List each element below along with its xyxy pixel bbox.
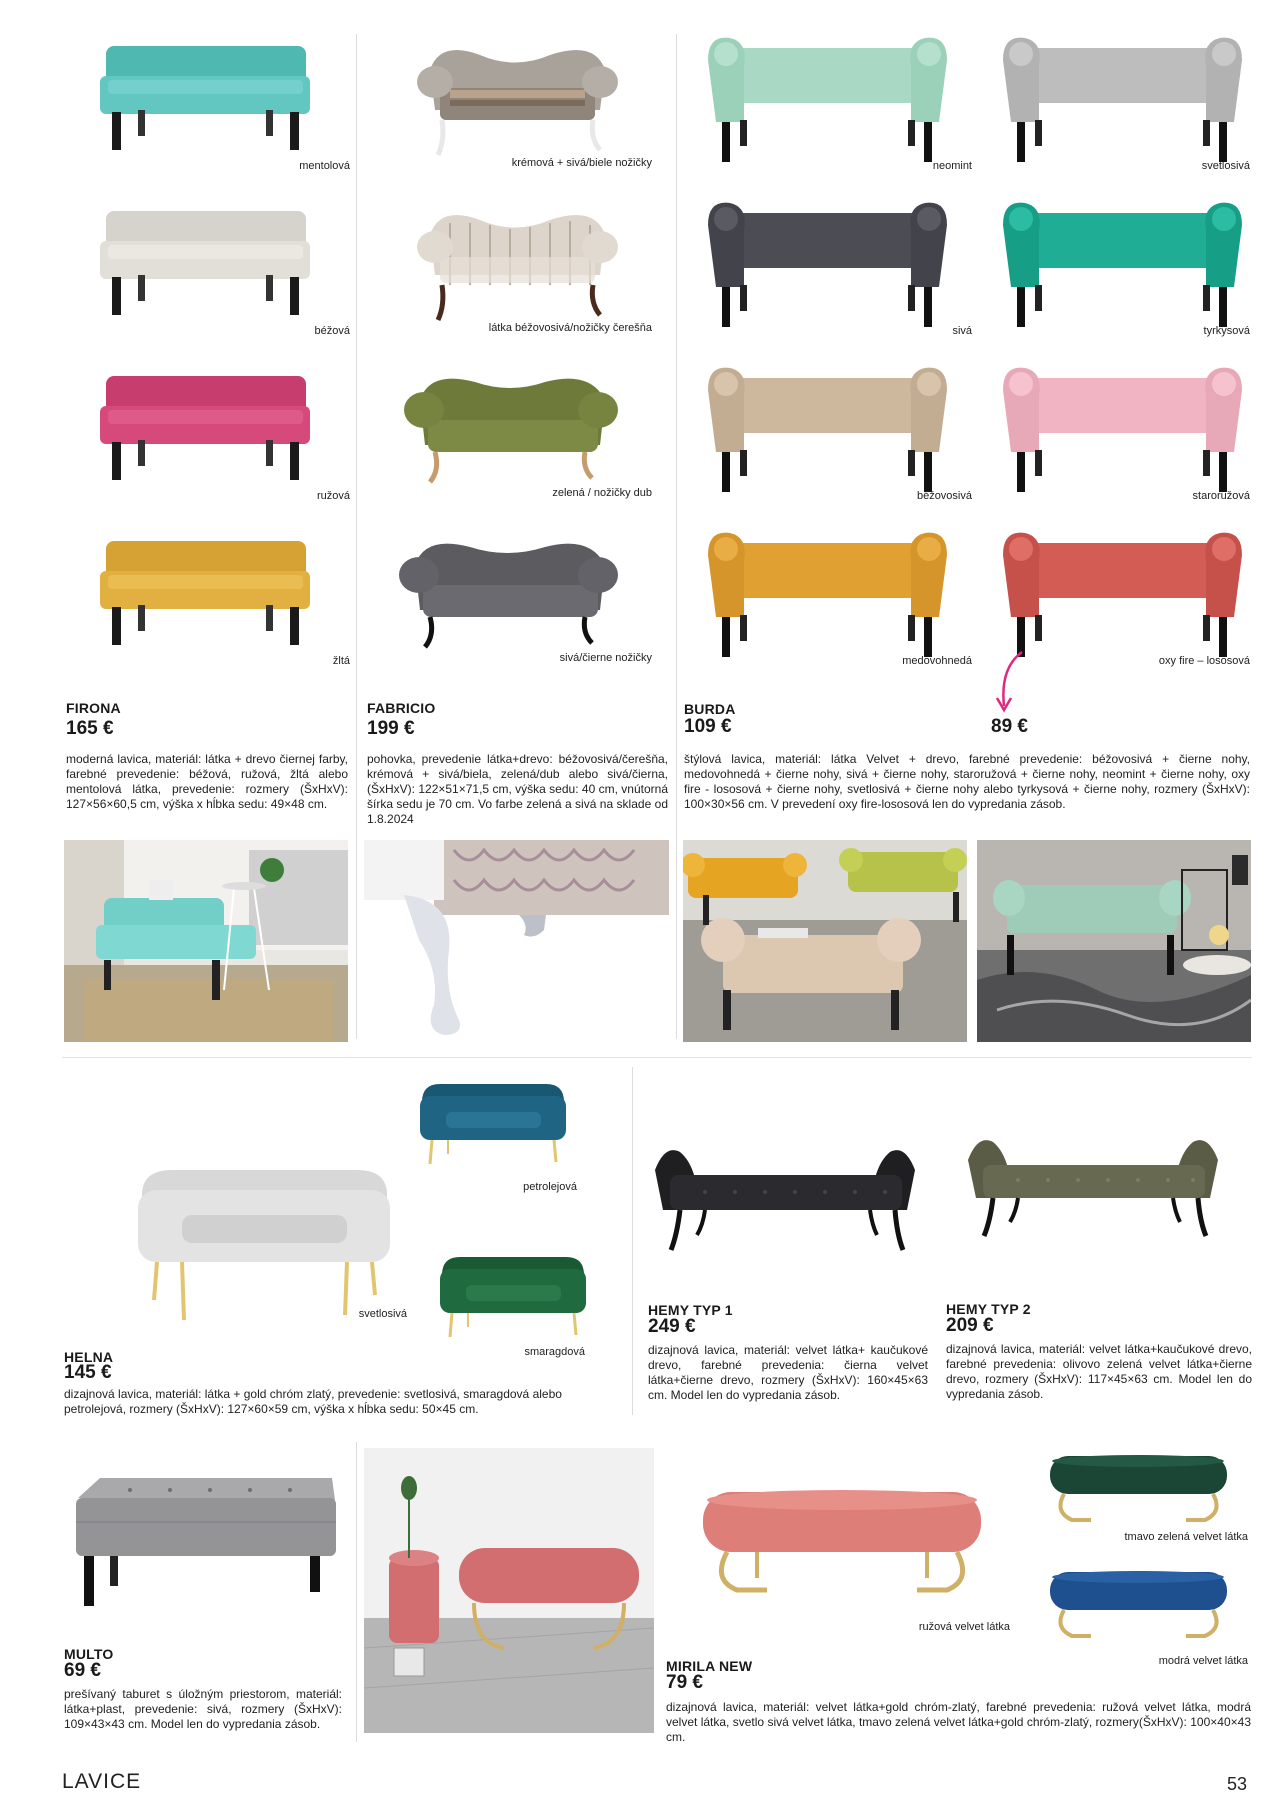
variant-label: béžová	[314, 325, 350, 337]
product-description: dizajnová lavica, materiál: velvet látka+gold chróm-zlatý, farebné prevedenia: ružová velvet látka, modrá velvet látka, svetlo sivá velvet látka, tmavo zelená velvet látka+gold chróm-zlatý, rozmery(ŠxHxV): 100×40×43 cm.	[666, 1700, 1251, 1744]
variant-label: staroružová	[1192, 490, 1250, 502]
hemy1-bench-image	[645, 1140, 925, 1260]
product-price: 209 €	[946, 1315, 994, 1336]
column-divider	[632, 1067, 633, 1415]
firona-bench-image-zlta	[98, 535, 313, 650]
product-name: FABRICIO	[367, 700, 436, 716]
variant-label: ružová velvet látka	[918, 1621, 1010, 1633]
product-name: MULTO	[64, 1646, 114, 1662]
product-price: 165 €	[66, 718, 114, 739]
helna-bench-image-svetlosiva	[132, 1165, 397, 1325]
variant-label: svetlosivá	[1201, 160, 1250, 172]
variant-label: sivá/čierne nožičky	[559, 652, 652, 664]
variant-label: svetlosivá	[358, 1308, 407, 1320]
multo-ottoman-image	[70, 1470, 340, 1620]
helna-bench-image-smaragdova	[438, 1255, 588, 1345]
product-sale-price: 89 €	[991, 716, 1028, 737]
fabricio-sofa-image-kremova	[410, 30, 620, 160]
product-name: HEMY TYP 1	[648, 1302, 733, 1318]
product-price: 109 €	[684, 716, 732, 737]
page-number: 53	[1227, 1774, 1248, 1794]
hemy2-bench-image	[958, 1130, 1228, 1250]
product-name: FIRONA	[66, 700, 121, 716]
burda-room-photo-1	[683, 840, 967, 1042]
firona-bench-image-mentolova	[98, 40, 313, 155]
burda-bench-image-medovohneda	[700, 525, 955, 660]
column-divider	[356, 1442, 357, 1742]
variant-label: látka béžovosivá/nožičky čerešňa	[488, 322, 652, 334]
variant-label: tyrkysová	[1203, 325, 1250, 337]
mirila-room-photo	[364, 1448, 654, 1733]
burda-bench-image-oxy-fire	[995, 525, 1250, 660]
product-description: dizajnová lavica, materiál: látka + gold chróm zlatý, prevedenie: svetlosivá, smaragdová alebo petrolejová, rozmery (ŠxHxV): 127×60×59 cm, výška x hĺbka sedu: 50×45 cm.	[64, 1387, 562, 1416]
column-divider	[356, 34, 357, 1039]
burda-bench-image-staroruzova	[995, 360, 1250, 495]
burda-room-photo-2	[977, 840, 1251, 1042]
variant-label: béžovosivá	[916, 490, 972, 502]
variant-label: ružová	[316, 490, 350, 502]
variant-label: mentolová	[299, 160, 350, 172]
product-price: 69 €	[64, 1660, 101, 1681]
product-description: prešívaný taburet s úložným priestorom, materiál: látka+plast, prevedenie: sivá, rozmery (ŠxHxV): 109×43×43 cm. Model len do vypredania zásob.	[64, 1687, 342, 1731]
product-price: 79 €	[666, 1672, 703, 1693]
product-description: dizajnová lavica, materiál: velvet látka+ kaučukové drevo, farebné prevedenia: čierna velvet látka+čierne drevo, rozmery (ŠxHxV): 160×45×63 cm. Model len do vypredania zásob.	[648, 1343, 928, 1402]
mirila-bench-image-tmavo-zelena	[1046, 1452, 1231, 1534]
helna-bench-image-petrolejova	[418, 1082, 568, 1172]
firona-bench-image-bezova	[98, 205, 313, 320]
burda-bench-image-siva	[700, 195, 955, 330]
product-name: BURDA	[684, 701, 736, 717]
variant-label: zelená / nožičky dub	[552, 487, 652, 499]
product-price: 145 €	[64, 1362, 112, 1383]
firona-bench-image-ruzova	[98, 370, 313, 485]
fabricio-sofa-image-bezovosiva	[410, 195, 620, 325]
variant-label: krémová + sivá/biele nožičky	[511, 157, 652, 169]
product-price: 199 €	[367, 718, 415, 739]
sale-arrow-icon	[990, 648, 1030, 718]
variant-label: oxy fire – lososová	[1158, 655, 1250, 667]
product-price: 249 €	[648, 1316, 696, 1337]
firona-room-photo	[64, 840, 348, 1042]
section-divider	[62, 1057, 1252, 1058]
product-name: HELNA	[64, 1349, 114, 1365]
product-name: MIRILA NEW	[666, 1658, 753, 1674]
mirila-bench-image-modra	[1046, 1568, 1231, 1650]
variant-label: tmavo zelená velvet látka	[1124, 1531, 1248, 1543]
variant-label: smaragdová	[524, 1346, 585, 1358]
variant-label: medovohnedá	[902, 655, 972, 667]
product-description: pohovka, prevedenie látka+drevo: béžovosivá/čerešňa, krémová + sivá/biela, zelená/dub alebo sivá/čierna, (ŠxHxV): 122×51×71,5 cm, výška sedu: 40 cm, vnútorná šírka sedu je 70 cm. Vo farbe zelená a sivá na sklade od 1.8.2024	[367, 752, 668, 826]
variant-label: modrá velvet látka	[1158, 1655, 1248, 1667]
fabricio-sofa-image-zelena	[400, 360, 620, 490]
variant-label: petrolejová	[523, 1181, 577, 1193]
burda-bench-image-tyrkysova	[995, 195, 1250, 330]
variant-label: žltá	[332, 655, 350, 667]
product-description: štýlová lavica, materiál: látka Velvet + drevo, farebné prevedenie: béžovosivá + čierne nohy, medovohnedá + čierne nohy, sivá + čierne nohy, staroružová + čierne nohy, neomint + čierne nohy, oxy fire - lososová + čierne nohy, svetlosivá + čierne nohy alebo tyrkysová + čierne nohy, rozmery (ŠxHxV): 100×30×56 cm. V prevedení oxy fire-lososová len do vypredania zásob.	[684, 752, 1250, 811]
product-description: moderná lavica, materiál: látka + drevo čiernej farby, farebné prevedenie: béžová, ružová, žltá alebo mentolová látka, prevedenie: rozmery (ŠxHxV): 127×56×60,5 cm, výška x hĺbka sedu: 49×48 cm.	[66, 752, 348, 811]
section-title: LAVICE	[62, 1770, 142, 1793]
product-name: HEMY TYP 2	[946, 1301, 1031, 1317]
variant-label: neomint	[932, 160, 972, 172]
fabricio-sofa-image-siva	[395, 525, 620, 655]
product-description: dizajnová lavica, materiál: velvet látka+kaučukové drevo, farebné prevedenia: olivovo zelená velvet látka+čierne drevo, rozmery (ŠxHxV): 117×45×63 cm. Model len do vypredania zásob.	[946, 1342, 1252, 1401]
variant-label: sivá	[952, 325, 972, 337]
mirila-bench-image-ruzova	[697, 1480, 987, 1610]
burda-bench-image-svetlosiva	[995, 30, 1250, 165]
fabricio-leg-photo	[364, 840, 669, 1040]
burda-bench-image-neomint	[700, 30, 955, 165]
burda-bench-image-bezovosiva	[700, 360, 955, 495]
column-divider	[676, 34, 677, 1039]
